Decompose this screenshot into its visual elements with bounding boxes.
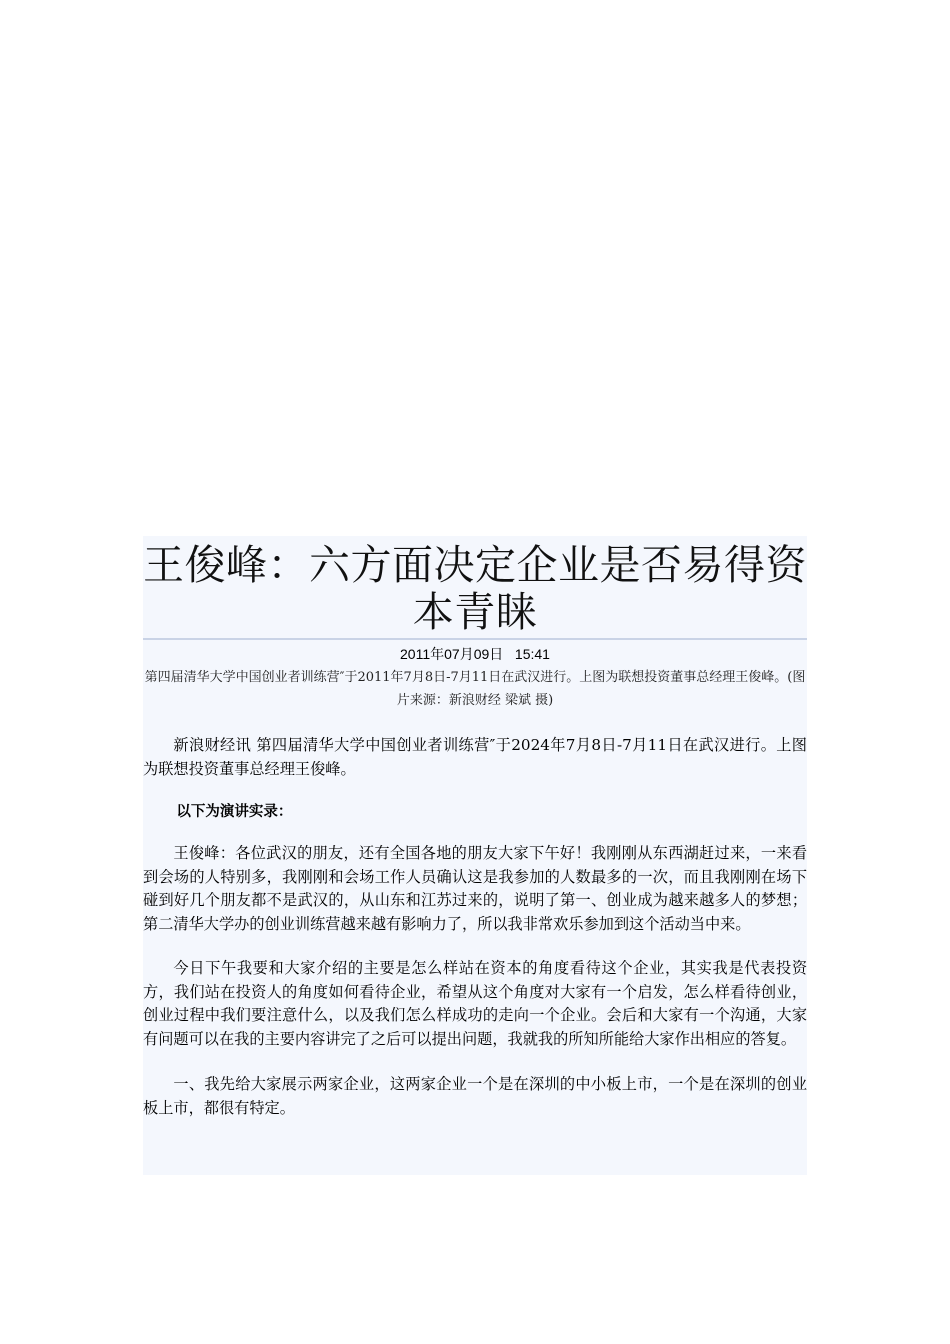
section-heading: 以下为演讲实录： (176, 804, 293, 820)
body-paragraph: 王俊峰：各位武汉的朋友，还有全国各地的朋友大家下午好！我刚刚从东西湖赶过来，一来看到会场的人特别多，我刚刚和会场工作人员确认这是我参加的人数最多的一次，而且我刚刚在场下碰到好几个朋友都不是武汉的，从山东和江苏过来的，说明了第一、创业成为越来越多人的梦想；第二清华大学办的创业训练营越来越有影响力了，所以我非常欢乐参加到这个活动当中来。 (143, 844, 807, 933)
photo-caption: 第四届清华大学中国创业者训练营″于2011年7月8日-7月11日在武汉进行。上图为联想投资董事总经理王俊峰。(图片来源：新浪财经 梁斌 摄) (144, 670, 806, 708)
article-title: 王俊峰：六方面决定企业是否易得资本青睐 (143, 541, 807, 636)
article-container (143, 536, 807, 1175)
body-paragraph: 今日下午我要和大家介绍的主要是怎么样站在资本的角度看待这个企业，其实我是代表投资方，我们站在投资人的角度如何看待企业，希望从这个角度对大家有一个启发，怎么样看待创业，创业过程中我们要注意什么，以及我们怎么样成功的走向一个企业。会后和大家有一个沟通，大家有问题可以在我的主要内容讲完了之后可以提出问题，我就我的所知所能给大家作出相应的答复。 (143, 959, 807, 1048)
publish-date: 2011年07月09日 15:41 (400, 646, 550, 662)
body-paragraph: 一、我先给大家展示两家企业，这两家企业一个是在深圳的中小板上市，一个是在深圳的创业板上市，都很有特定。 (143, 1075, 807, 1117)
title-divider (143, 638, 807, 640)
intro-paragraph: 新浪财经讯 第四届清华大学中国创业者训练营″于2024年7月8日-7月11日在武汉进行。上图为联想投资董事总经理王俊峰。 (143, 736, 807, 778)
